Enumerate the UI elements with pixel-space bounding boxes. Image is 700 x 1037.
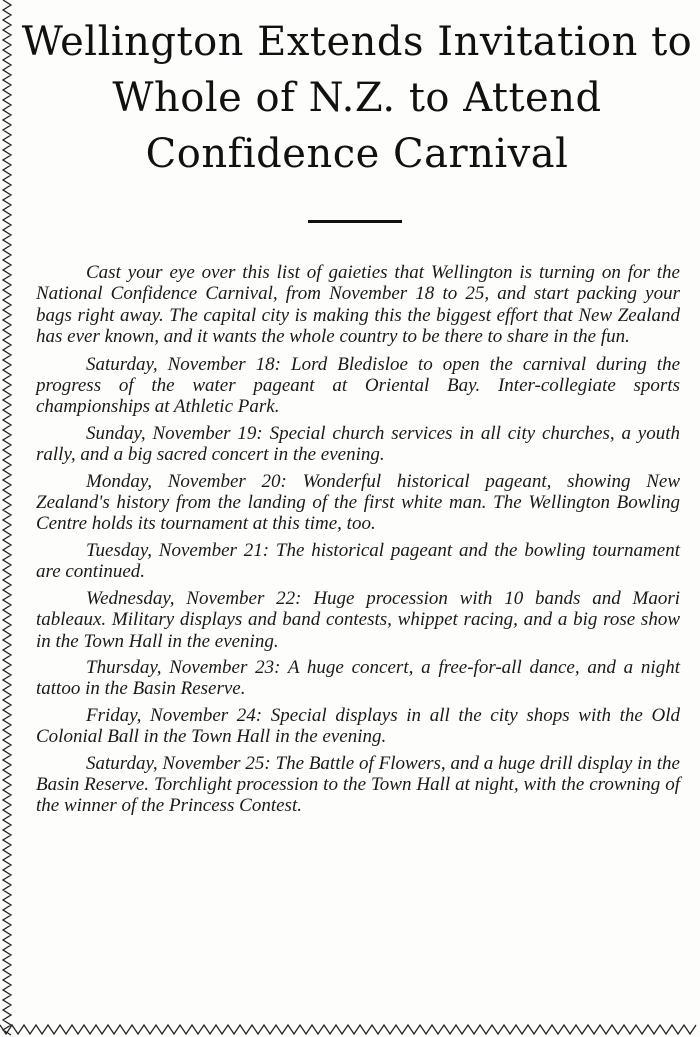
event-text: A huge concert, a free-for-all dance, and a night tattoo in the Basin Reserve. — [36, 656, 680, 700]
event-text: Wonderful historical pageant, showing New Zealand's history from the landing of the first white man. The Wellington Bowling Centre holds its tournament at this time, too. — [36, 470, 680, 535]
event-day: Friday, November 24: — [86, 704, 263, 726]
event-text: Special displays in all the city shops with the Old Colonial Ball in the Town Hall in the evening. — [36, 704, 681, 748]
zigzag-border-left — [0, 0, 14, 1037]
event-paragraph — [36, 657, 680, 700]
event-text: The historical pageant and the bowling tournament are continued. — [36, 539, 680, 583]
event-text: The Battle of Flowers, and a huge drill display in the Basin Reserve. Torchlight procession to the Town Hall at night, with the crowning of the winner of the Princess Contest. — [36, 752, 680, 817]
event-day: Thursday, November 23: — [86, 656, 281, 678]
headline-line-3: Confidence Carnival — [145, 131, 569, 177]
event-day: Tuesday, November 21: — [86, 539, 270, 561]
event-paragraph — [36, 540, 680, 583]
event-paragraph — [36, 354, 680, 418]
event-day: Wednesday, November 22: — [86, 587, 302, 609]
event-paragraph — [36, 423, 680, 466]
event-paragraph — [36, 588, 680, 652]
event-day: Monday, November 20: — [86, 470, 287, 492]
intro-paragraph: Cast your eye over this list of gaieties that Wellington is turning on for the National Confidence Carnival, from November 18 to 25, and start packing your bags right away. The capital city is making this the biggest effort that New Zealand has ever known, and it wants the whole country to be there to share in the fun. — [36, 262, 680, 348]
headline — [14, 14, 700, 182]
zigzag-border-bottom — [0, 1021, 700, 1037]
headline-divider — [308, 220, 402, 223]
event-text: Lord Bledisloe to open the carnival during the progress of the water pageant at Oriental Bay. Inter-collegiate sports championships at Athletic Park. — [36, 353, 680, 418]
event-paragraph — [36, 753, 680, 817]
event-text: Special church services in all city churches, a youth rally, and a big sacred concert in the evening. — [36, 422, 680, 466]
event-text: Huge procession with 10 bands and Maori tableaux. Military displays and band contests, whippet racing, and a big rose show in the Town Hall in the evening. — [36, 587, 681, 652]
headline-line-1: Wellington Extends Invitation to — [21, 19, 693, 65]
article-body — [36, 262, 680, 822]
event-paragraph — [36, 705, 680, 748]
headline-line-2: Whole of N.Z. to Attend — [112, 75, 602, 121]
event-day: Saturday, November 25: — [86, 752, 271, 774]
event-day: Saturday, November 18: — [86, 353, 281, 375]
event-day: Sunday, November 19: — [86, 422, 263, 444]
event-paragraph — [36, 471, 680, 535]
